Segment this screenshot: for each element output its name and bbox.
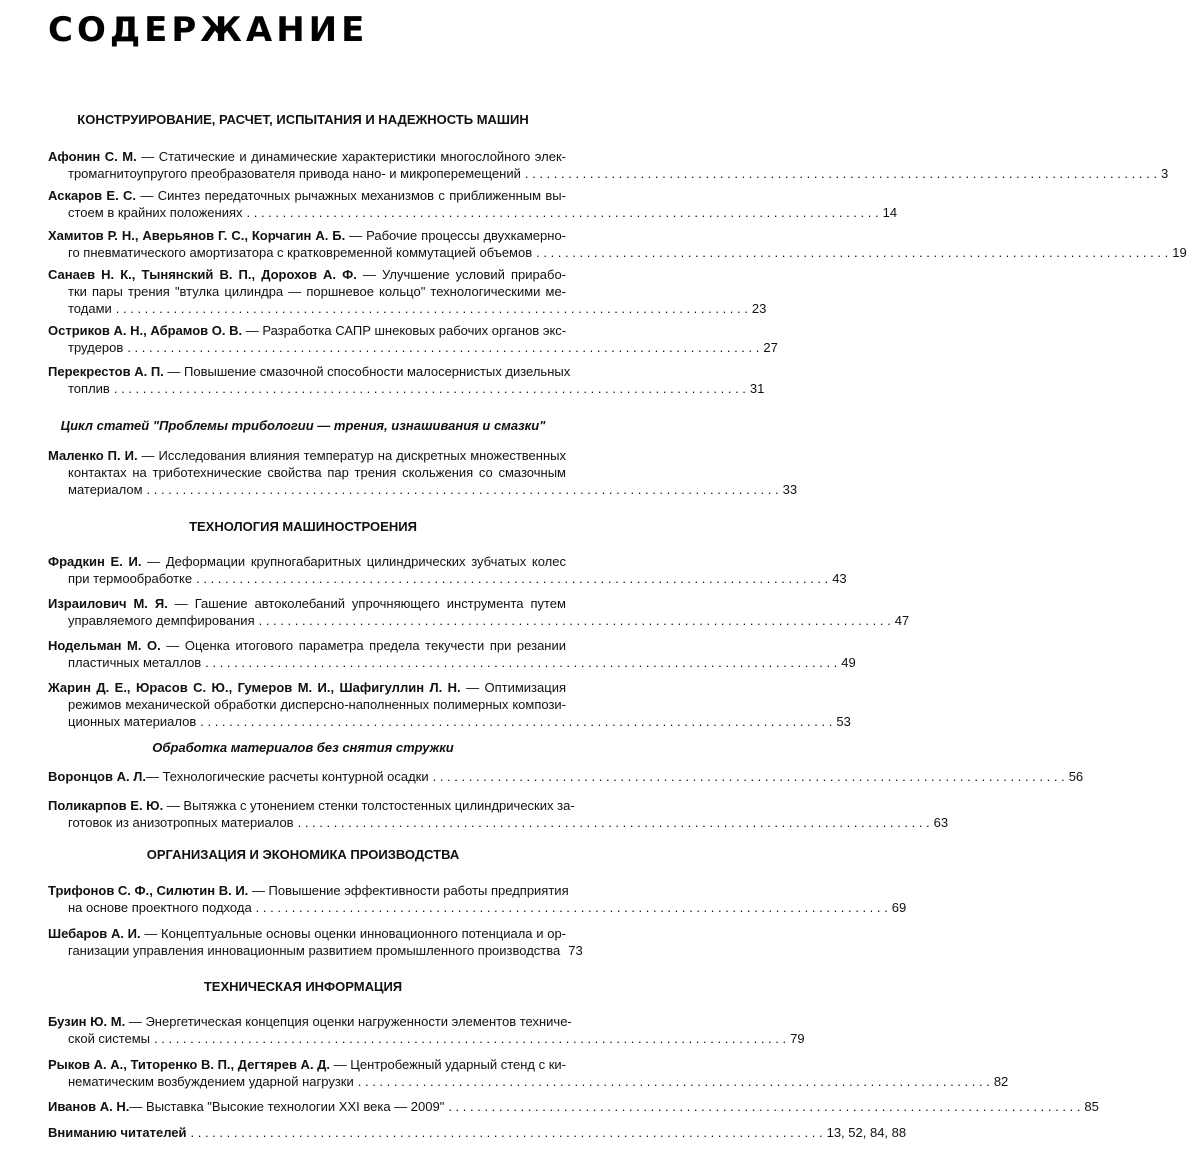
toc-entry[interactable]: Вниманию читателей . . . 13, 52, 84, 88 [48,1124,566,1141]
toc-entry[interactable]: Фрадкин Е. И. — Деформации крупногабаритных цилиндрических зубчатых колес при термообработке . . . 43 [48,553,566,587]
toc-entry[interactable]: Санаев Н. К., Тынянский В. П., Дорохов А. Ф. — Улучшение условий прирабо- тки пары трения "втулка цилиндра — поршневое кольцо" технологическими ме- тодами . . . 23 [48,266,566,317]
toc-entry[interactable]: Афонин С. М. — Статические и динамические характеристики многослойного элек- тромагнитоупругого преобразователя привода нано- и микроперемещений . . . 3 [48,148,566,182]
section-heading: ОРГАНИЗАЦИЯ И ЭКОНОМИКА ПРОИЗВОДСТВА [146,847,460,862]
toc-entry[interactable]: Маленко П. И. — Исследования влияния температур на дискретных множественных контактах на триботехнические свойства пар трения скольжения со смазочным материалом . . . 33 [48,447,566,498]
page-title: СОДЕРЖАНИЕ [48,10,369,50]
toc-entry[interactable]: Трифонов С. Ф., Силютин В. И. — Повышение эффективности работы предприятия на основе проектного подхода . . . 69 [48,882,566,916]
toc-entry[interactable]: Шебаров А. И. — Концептуальные основы оценки инновационного потенциала и ор- ганизации управления инновационным развитием промышленного производства 73 [48,926,583,958]
toc-entry[interactable]: Израилович М. Я. — Гашение автоколебаний упрочняющего инструмента путем управляемого демпфирования . . . 47 [48,595,566,629]
section-heading: ТЕХНИЧЕСКАЯ ИНФОРМАЦИЯ [203,979,403,994]
toc-entry[interactable]: Хамитов Р. Н., Аверьянов Г. С., Корчагин А. Б. — Рабочие процессы двухкамерно- го пневматического амортизатора с кратковременной коммутацией объемов . . . 19 [48,227,566,261]
toc-entry[interactable]: Аскаров Е. С. — Синтез передаточных рычажных механизмов с приближенным вы- стоем в крайних положениях . . . 14 [48,187,566,221]
toc-entry[interactable]: Перекрестов А. П. — Повышение смазочной способности малосернистых дизельных топлив . . . 31 [48,363,566,397]
toc-entry[interactable]: Рыков А. А., Титоренко В. П., Дегтярев А. Д. — Центробежный ударный стенд с ки- нематическим возбуждением ударной нагрузки . . . 82 [48,1056,566,1090]
toc-entry[interactable]: Поликарпов Е. Ю. — Вытяжка с утонением стенки толстостенных цилиндрических за- готовок из анизотропных материалов . . . 63 [48,797,566,831]
toc-entry[interactable]: Иванов А. Н. — Выставка "Высокие технологии XXI века — 2009" . . . 85 [48,1098,566,1115]
subsection-heading: Обработка материалов без снятия стружки [152,740,454,755]
toc-entry[interactable]: Бузин Ю. М. — Энергетическая концепция оценки нагруженности элементов техниче- ской системы . . . 79 [48,1013,566,1047]
section-heading: ТЕХНОЛОГИЯ МАШИНОСТРОЕНИЯ [189,519,417,534]
toc-entry[interactable]: Воронцов А. Л. — Технологические расчеты контурной осадки . . . 56 [48,768,566,785]
toc-entry[interactable]: Остриков А. Н., Абрамов О. В. — Разработка САПР шнековых рабочих органов экс- трудеров . . . 27 [48,322,566,356]
toc-entry[interactable]: Нодельман М. О. — Оценка итогового параметра предела текучести при резании пластичных металлов . . . 49 [48,637,566,671]
section-heading: КОНСТРУИРОВАНИЕ, РАСЧЕТ, ИСПЫТАНИЯ И НАДЕЖНОСТЬ МАШИН [77,112,529,127]
subsection-heading: Цикл статей "Проблемы трибологии — трения, изнашивания и смазки" [60,418,546,433]
toc-entry[interactable]: Жарин Д. Е., Юрасов С. Ю., Гумеров М. И., Шафигуллин Л. Н. — Оптимизация режимов механической обработки дисперсно-наполненных полимерных компози- ционных материалов . . . 53 [48,679,566,730]
